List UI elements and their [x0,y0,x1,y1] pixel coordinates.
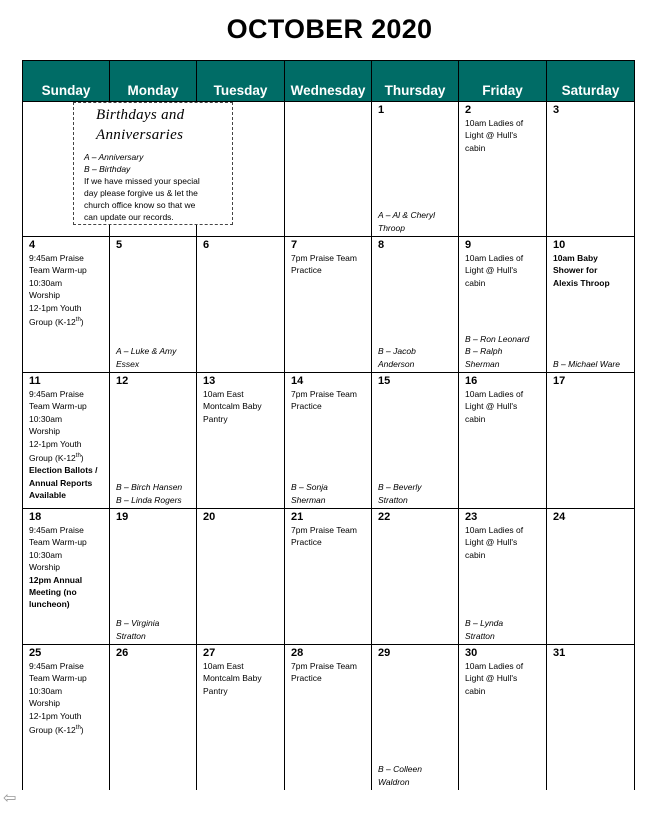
event-line: cabin [465,142,486,153]
event-line: 10am Ladies of [465,661,524,671]
day-cell-28 [285,645,372,791]
day-cell-13 [197,373,285,509]
day-cell-20 [197,509,285,645]
day-cell-6 [197,237,285,373]
day-number: 11 [29,375,41,387]
day-cell-18 [23,509,110,645]
note-line: B – Beverly [378,482,422,493]
event-line: 10am Ladies of [465,525,524,535]
day-number: 15 [378,375,391,387]
event-line: Worship [29,698,61,709]
day-number: 5 [116,239,123,251]
note-line: Sherman [465,358,500,369]
event-line: 9:45am Praise [29,661,84,671]
day-cell-25 [23,645,110,791]
event-line: Practice [291,401,322,412]
event-line: luncheon) [29,599,70,610]
event-line: Practice [291,265,322,276]
day-cell-7 [285,237,372,373]
week-row [23,645,635,791]
note-line: B – Virginia [116,618,160,629]
event-line: 7pm Praise Team [291,661,357,671]
event-line: Annual Reports [29,477,93,488]
day-cell-26 [110,645,197,791]
weekday-saturday: Saturday [547,61,635,102]
event-line: 12-1pm Youth [29,302,82,313]
event-line: 7pm Praise Team [291,525,357,535]
day-cell-31 [547,645,635,791]
event-line: 10am Ladies of [465,253,524,263]
day-number: 13 [203,375,216,387]
day-events [285,660,371,685]
event-line: 9:45am Praise [29,525,84,535]
birthdays-legend-box [73,102,233,225]
note-line: Stratton [465,630,495,641]
legend-note-line: day please forgive us & let the [84,188,198,198]
day-number: 27 [203,647,216,659]
day-events [23,252,109,328]
weekday-sunday: Sunday [23,61,110,102]
day-cell-9 [459,237,547,373]
day-cell-30 [459,645,547,791]
event-line: 10am Baby [553,253,598,263]
event-line: 10:30am [29,277,63,288]
day-cell-1 [372,102,459,237]
event-line: Election Ballots / [29,465,98,476]
event-line: 9:45am Praise [29,389,84,399]
birthday-anniversary-note [291,481,368,506]
day-cell-8 [372,237,459,373]
event-line: Worship [29,426,61,437]
event-line: 7pm Praise Team [291,389,357,399]
day-number: 20 [203,511,216,523]
event-line: Group (K-12th) [29,724,84,735]
weekday-friday: Friday [459,61,547,102]
day-number: 2 [465,104,472,116]
event-line: 10am East [203,389,244,399]
day-number: 28 [291,647,304,659]
event-line: Light @ Hull's [465,401,518,412]
event-line: Montcalm Baby [203,401,262,412]
event-line: 10am East [203,661,244,671]
day-number: 16 [465,375,478,387]
day-events [459,252,546,289]
birthday-anniversary-note [378,481,455,506]
day-number: 18 [29,511,42,523]
event-line: Light @ Hull's [465,265,518,276]
note-line: Anderson [378,358,415,369]
day-cell-19 [110,509,197,645]
event-line: Worship [29,290,61,301]
day-events [547,252,634,289]
legend-note-line: church office know so that we [84,200,196,210]
event-line: cabin [465,685,486,696]
day-number: 31 [553,647,566,659]
event-line: 12pm Annual [29,574,83,585]
day-number: 6 [203,239,210,251]
day-number: 21 [291,511,304,523]
day-number: 17 [553,375,566,387]
day-number: 7 [291,239,298,251]
day-cell-27 [197,645,285,791]
day-cell-5 [110,237,197,373]
day-events [459,524,546,561]
birthday-anniversary-note [116,481,193,506]
day-cell-12 [110,373,197,509]
event-line: Team Warm-up [29,265,87,276]
day-number: 9 [465,239,472,251]
note-line: Throop [378,222,405,233]
birthday-anniversary-note [553,358,631,370]
event-line: Montcalm Baby [203,673,262,684]
event-line: 12-1pm Youth [29,438,82,449]
event-line: Team Warm-up [29,537,87,548]
note-line: Sherman [291,494,326,505]
event-line: cabin [465,413,486,424]
day-number: 12 [116,375,129,387]
event-line: 12-1pm Youth [29,710,82,721]
event-line: Team Warm-up [29,401,87,412]
event-line: Practice [291,537,322,548]
birthday-anniversary-note [378,209,455,234]
day-cell-3 [547,102,635,237]
event-line: Group (K-12th) [29,452,84,463]
note-line: B – Linda Rogers [116,494,182,505]
legend-note-line: If we have missed your special [84,176,200,186]
weekday-monday: Monday [110,61,197,102]
day-number: 26 [116,647,129,659]
day-events [459,660,546,697]
event-line: Team Warm-up [29,673,87,684]
day-number: 22 [378,511,391,523]
birthday-anniversary-note [378,763,455,788]
day-cell-10 [547,237,635,373]
weekday-thursday: Thursday [372,61,459,102]
day-number: 25 [29,647,42,659]
event-line: Available [29,490,67,501]
note-line: B – Colleen [378,764,422,775]
day-cell-14 [285,373,372,509]
event-line: Pantry [203,685,228,696]
day-cell-16 [459,373,547,509]
note-line: B – Jacob [378,346,416,357]
day-events [459,117,546,154]
day-cell-22 [372,509,459,645]
note-line: B – Birch Hansen [116,482,183,493]
day-events [285,388,371,413]
day-number: 24 [553,511,566,523]
day-cell-23 [459,509,547,645]
legend-note-line: can update our records. [84,212,174,222]
birthday-anniversary-note [116,345,193,370]
event-line: Shower for [553,265,598,276]
birthday-anniversary-note [465,617,543,642]
note-line: B – Sonja [291,482,328,493]
birthday-anniversary-note [116,617,193,642]
event-line: 7pm Praise Team [291,253,357,263]
note-line: B – Ralph [465,346,503,357]
note-line: A – Luke & Amy [116,346,177,357]
day-number: 8 [378,239,385,251]
day-number: 19 [116,511,129,523]
note-line: Essex [116,358,140,369]
note-line: B – Ron Leonard [465,333,530,344]
event-line: Pantry [203,413,228,424]
day-cell-11 [23,373,110,509]
day-cell-29 [372,645,459,791]
day-number: 4 [29,239,36,251]
day-cell-4 [23,237,110,373]
week-row [23,373,635,509]
event-line: Light @ Hull's [465,537,518,548]
event-line: 10am Ladies of [465,389,524,399]
note-line: Stratton [116,630,146,641]
day-events [459,388,546,425]
legend-birthday: B – Birthday [84,164,131,174]
event-line: 9:45am Praise [29,253,84,263]
day-number: 29 [378,647,391,659]
event-line: Meeting (no [29,587,77,598]
event-line: Alexis Throop [553,277,610,288]
day-number: 3 [553,104,560,116]
birthday-anniversary-note [378,345,455,370]
day-number: 30 [465,647,478,659]
day-events [285,252,371,277]
day-cell-2 [459,102,547,237]
day-events [23,388,109,501]
day-events [23,524,109,611]
event-line: Worship [29,562,61,573]
day-cell-15 [372,373,459,509]
event-line: 10am Ladies of [465,118,524,128]
note-line: A – Al & Cheryl [378,210,436,221]
day-cell-21 [285,509,372,645]
event-line: 10:30am [29,549,63,560]
day-events [197,660,284,697]
event-line: 10:30am [29,685,63,696]
back-arrow-icon[interactable]: ⇦ [3,790,17,807]
day-events [285,524,371,549]
day-events [197,388,284,425]
day-events [23,660,109,736]
note-line: B – Lynda [465,618,504,629]
event-line: Practice [291,673,322,684]
weekday-header-row [23,61,635,102]
day-cell-24 [547,509,635,645]
weekday-wednesday: Wednesday [285,61,372,102]
event-line: Group (K-12th) [29,316,84,327]
day-number: 14 [291,375,304,387]
day-cell-17 [547,373,635,509]
week-row [23,509,635,645]
note-line: Stratton [378,494,408,505]
event-line: cabin [465,277,486,288]
legend-heading: Birthdays and Anniversaries [96,107,185,143]
day-number: 1 [378,104,385,116]
event-line: Light @ Hull's [465,673,518,684]
event-line: Light @ Hull's [465,130,518,141]
note-line: Waldron [378,776,410,787]
weekday-tuesday: Tuesday [197,61,285,102]
legend-anniversary: A – Anniversary [84,152,144,162]
birthday-anniversary-note [465,333,543,370]
note-line: B – Michael Ware [553,358,620,369]
week-row [23,237,635,373]
empty-day-cell [285,102,372,237]
calendar-title: OCTOBER 2020 [226,14,433,44]
day-number: 23 [465,511,478,523]
event-line: cabin [465,549,486,560]
day-number: 10 [553,239,566,251]
event-line: 10:30am [29,413,63,424]
